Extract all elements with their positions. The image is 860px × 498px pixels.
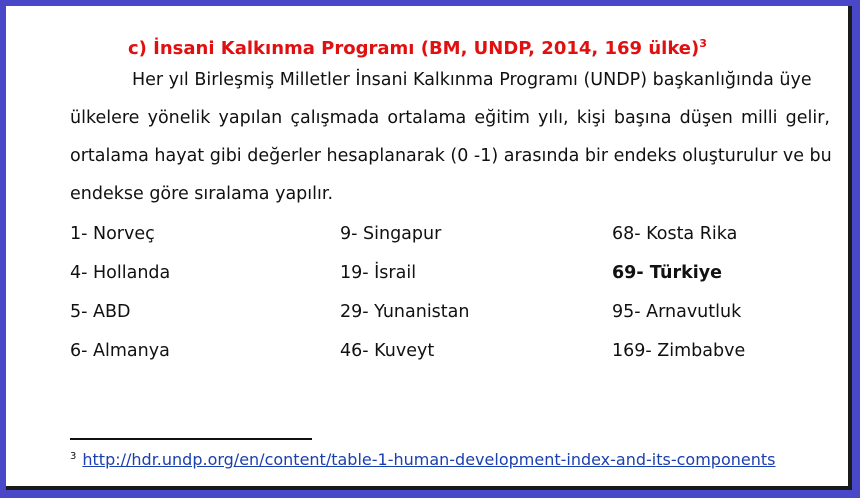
paragraph-line: endekse göre sıralama yapılır. [70,184,334,204]
document-page [6,6,852,490]
ranking-item: 1- Norveç [70,224,155,244]
ranking-item-highlighted: 69- Türkiye [612,263,722,283]
ranking-item: 46- Kuveyt [340,341,435,361]
section-heading-text: c) İnsani Kalkınma Programı (BM, UNDP, 2014, 169 ülke) [128,38,700,59]
footnote-divider [70,438,312,440]
paragraph-line: ülkelere yönelik yapılan çalışmada ortalama eğitim yılı, kişi başına düşen milli gelir, [70,108,830,128]
footnote-reference[interactable]: 3 [699,37,707,50]
ranking-item: 19- İsrail [340,263,417,283]
section-heading [128,38,707,59]
ranking-item: 5- ABD [70,302,131,322]
ranking-item: 29- Yunanistan [340,302,470,322]
ranking-item: 4- Hollanda [70,263,171,283]
paragraph-line: ortalama hayat gibi değerler hesaplanarak (0 -1) arasında bir endeks oluşturulur ve bu [70,146,832,166]
ranking-item: 9- Singapur [340,224,442,244]
footnote [70,450,775,469]
ranking-item: 6- Almanya [70,341,170,361]
ranking-item: 169- Zimbabve [612,341,746,361]
ranking-item: 95- Arnavutluk [612,302,742,322]
footnote-mark: 3 [70,450,77,462]
paragraph-line: Her yıl Birleşmiş Milletler İnsani Kalkınma Programı (UNDP) başkanlığında üye [132,70,812,90]
footnote-link[interactable]: http://hdr.undp.org/en/content/table-1-human-development-index-and-its-components [82,450,776,469]
ranking-item: 68- Kosta Rika [612,224,738,244]
